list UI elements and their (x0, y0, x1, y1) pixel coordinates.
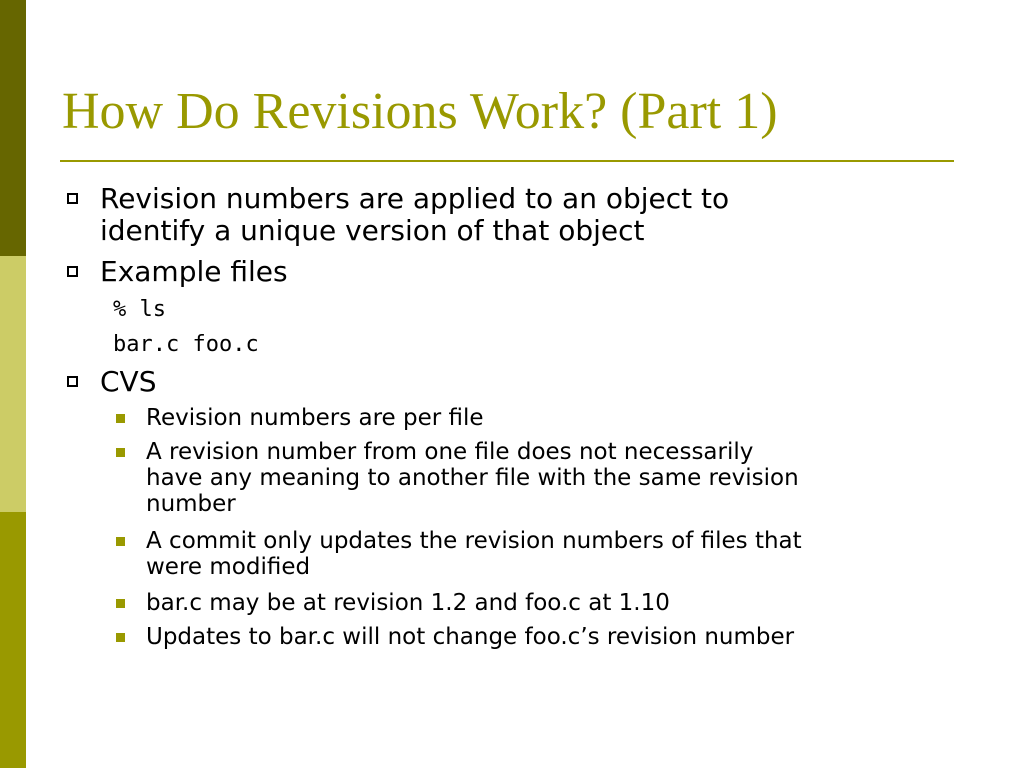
bullet-item (100, 256, 288, 288)
sub-bullet-text-line: A revision number from one file does not necessarily (146, 439, 754, 465)
sub-bullet-text-line: number (146, 491, 236, 517)
filled-square-bullet-icon (116, 414, 125, 423)
bullet-item (100, 366, 156, 398)
sub-bullet-item (146, 624, 794, 650)
sub-bullet-item (146, 439, 799, 517)
sub-bullet-item (146, 405, 484, 431)
filled-square-bullet-icon (116, 537, 125, 546)
bullet-text-line: Example files (100, 255, 288, 288)
hollow-square-bullet-icon (67, 193, 78, 204)
bullet-text-line: CVS (100, 365, 157, 398)
hollow-square-bullet-icon (67, 266, 78, 277)
sub-bullet-text-line: bar.c may be at revision 1.2 and foo.c at 1.10 (146, 590, 670, 616)
sub-bullet-text-line: have any meaning to another file with the same revision (146, 465, 799, 491)
code-line: % ls (113, 297, 166, 322)
code-line: bar.c foo.c (113, 332, 259, 357)
filled-square-bullet-icon (116, 599, 125, 608)
filled-square-bullet-icon (116, 633, 125, 642)
slide-title: How Do Revisions Work? (Part 1) (62, 83, 778, 140)
sub-bullet-text-line: A commit only updates the revision numbers of files that (146, 528, 802, 554)
sub-bullet-text-line: Updates to bar.c will not change foo.c’s revision number (146, 624, 795, 650)
bullet-item (100, 183, 729, 247)
filled-square-bullet-icon (116, 448, 125, 457)
sub-bullet-text-line: were modified (146, 554, 311, 580)
bullet-text-line: Revision numbers are applied to an object to (100, 182, 730, 215)
sub-bullet-text-line: Revision numbers are per file (146, 405, 484, 431)
sub-bullet-item (146, 590, 670, 616)
hollow-square-bullet-icon (67, 376, 78, 387)
sub-bullet-item (146, 528, 802, 580)
bullet-text-line: identify a unique version of that object (100, 214, 645, 247)
